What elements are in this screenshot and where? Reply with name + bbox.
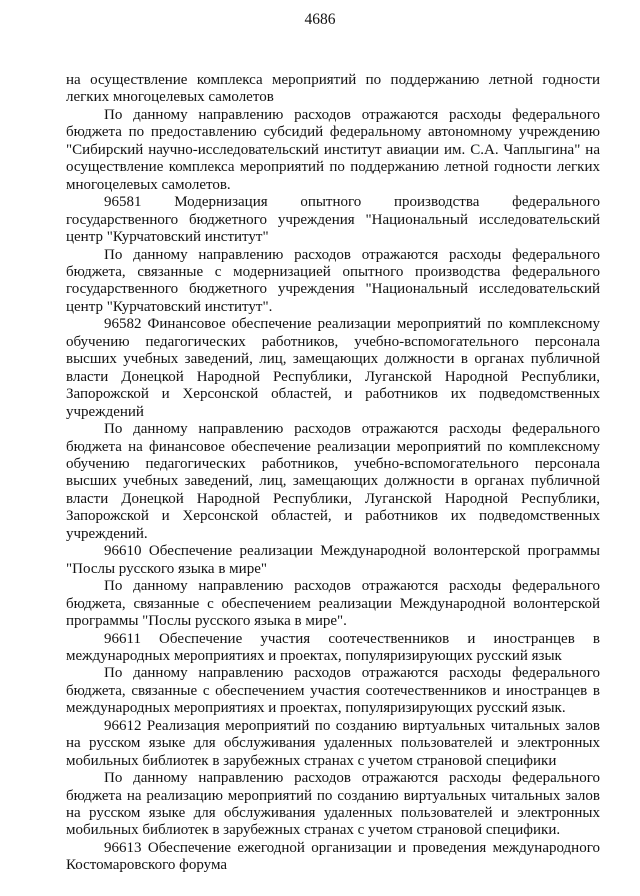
- paragraph: По данному направлению расходов отражаются расходы федерального бюджета, связанные с модернизацией опытного производства федерального государственного бюджетного учреждения "Национальный исследовательский центр "Курчатовский институт".: [66, 246, 600, 315]
- document-body: [66, 72, 600, 875]
- paragraph: 96610 Обеспечение реализации Международной волонтерской программы "Послы русского языка в мире": [66, 543, 600, 577]
- paragraph: По данному направлению расходов отражаются расходы федерального бюджета на финансовое обеспечение реализации мероприятий по комплексному обучению педагогических работников, учебно-вспомогательного персонала высших учебных заведений, лиц, замещающих должности в органах публичной власти Донецкой Народной Республики, Луганской Народной Республики, Запорожской и Херсонской областей, и работников их подведомственных учреждений.: [66, 421, 600, 542]
- paragraph: По данному направлению расходов отражаются расходы федерального бюджета по предоставлению субсидий федеральному автономному учреждению "Сибирский научно-исследовательский институт авиации им. С.А. Чаплыгина" на осуществление комплекса мероприятий по поддержанию летной годности легких многоцелевых самолетов.: [66, 106, 600, 193]
- paragraph: 96612 Реализация мероприятий по созданию виртуальных читальных залов на русском языке для обслуживания удаленных пользователей и электронных мобильных библиотек в зарубежных странах с учетом страновой специфики: [66, 717, 600, 769]
- paragraph: 96613 Обеспечение ежегодной организации и проведения международного Костомаровского форума: [66, 839, 600, 874]
- paragraph: По данному направлению расходов отражаются расходы федерального бюджета, связанные с обеспечением участия соотечественников и иностранцев в международных мероприятиях и проектах, популяризирующих русский язык.: [66, 665, 600, 717]
- paragraph: 96581 Модернизация опытного производства федерального государственного бюджетного учреждения "Национальный исследовательский центр "Курчатовский институт": [66, 194, 600, 246]
- paragraph: на осуществление комплекса мероприятий по поддержанию летной годности легких многоцелевых самолетов: [66, 72, 600, 106]
- page-number: 4686: [304, 11, 336, 28]
- paragraph: По данному направлению расходов отражаются расходы федерального бюджета, связанные с обеспечением реализации Международной волонтерской программы "Послы русского языка в мире".: [66, 578, 600, 630]
- paragraph: По данному направлению расходов отражаются расходы федерального бюджета на реализацию мероприятий по созданию виртуальных читальных залов на русском языке для обслуживания удаленных пользователей и электронных мобильных библиотек в зарубежных странах с учетом страновой специфики.: [66, 770, 600, 839]
- paragraph: 96611 Обеспечение участия соотечественников и иностранцев в международных мероприятиях и проектах, популяризирующих русский язык: [66, 630, 600, 664]
- paragraph: 96582 Финансовое обеспечение реализации мероприятий по комплексному обучению педагогических работников, учебно-вспомогательного персонала высших учебных заведений, лиц, замещающих должности в органах публичной власти Донецкой Народной Республики, Луганской Народной Республики, Запорожской и Херсонской областей, и работников их подведомственных учреждений: [66, 316, 600, 420]
